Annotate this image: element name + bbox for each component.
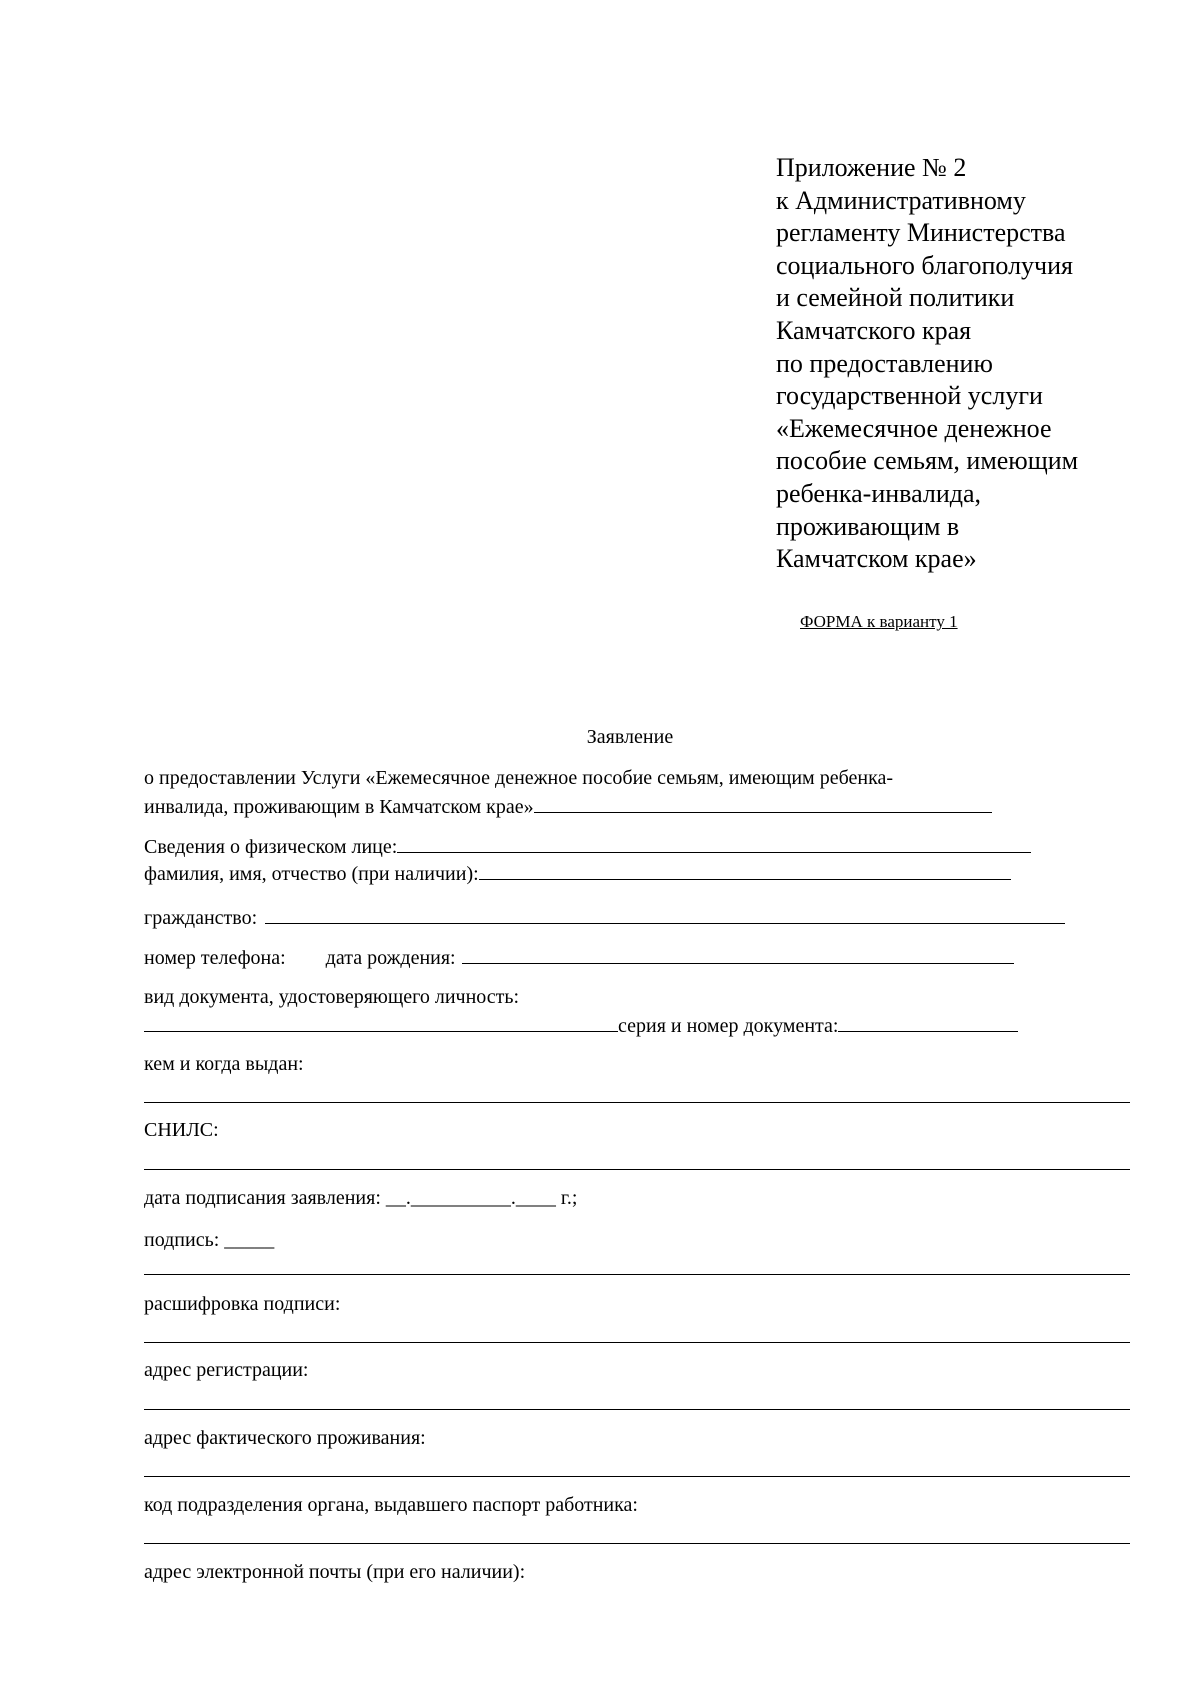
intro-blank-line[interactable] bbox=[534, 793, 992, 813]
appendix-line: к Административному bbox=[776, 185, 1026, 215]
birth-date-label: дата рождения: bbox=[325, 947, 456, 969]
appendix-line: регламенту Министерства bbox=[776, 218, 1066, 248]
signing-date-field[interactable]: __.__________.____ г.; bbox=[385, 1187, 578, 1209]
id-document-field[interactable] bbox=[144, 1012, 618, 1032]
statement-intro-line2-row bbox=[144, 793, 992, 819]
doc-series-number-label: серия и номер документа: bbox=[618, 1015, 839, 1037]
issued-by-line[interactable] bbox=[144, 1102, 1130, 1103]
signature-field[interactable]: _____ bbox=[224, 1229, 275, 1251]
full-name-row bbox=[144, 860, 1011, 886]
statement-intro-line2: инвалида, проживающим в Камчатском крае» bbox=[144, 796, 534, 818]
person-info-row bbox=[144, 833, 1031, 859]
full-name-field[interactable] bbox=[479, 860, 1011, 880]
division-code-label: код подразделения органа, выдавшего паспорт работника: bbox=[144, 1494, 638, 1516]
snils-label: СНИЛС: bbox=[144, 1119, 219, 1141]
statement-intro-line1: о предоставлении Услуги «Ежемесячное денежное пособие семьям, имеющим ребенка- bbox=[144, 767, 894, 789]
appendix-line: социального благополучия bbox=[776, 250, 1074, 280]
signing-date-row bbox=[144, 1186, 577, 1210]
citizenship-field[interactable] bbox=[265, 904, 1065, 924]
signature-line[interactable] bbox=[144, 1274, 1130, 1275]
appendix-header bbox=[776, 152, 1078, 576]
doc-series-number-field[interactable] bbox=[838, 1012, 1018, 1032]
registration-address-line[interactable] bbox=[144, 1409, 1130, 1410]
appendix-line: Камчатского края bbox=[776, 315, 972, 345]
signing-date-label: дата подписания заявления: bbox=[144, 1187, 381, 1209]
statement-title: Заявление bbox=[586, 726, 674, 748]
phone-birthdate-row bbox=[144, 944, 1014, 970]
form-variant-label: ФОРМА к варианту 1 bbox=[800, 612, 958, 631]
citizenship-label: гражданство: bbox=[144, 907, 258, 929]
appendix-line: «Ежемесячное денежное bbox=[776, 413, 1052, 443]
person-info-field[interactable] bbox=[397, 833, 1031, 853]
id-document-label: вид документа, удостоверяющего личность: bbox=[144, 986, 520, 1008]
email-label: адрес электронной почты (при его наличии): bbox=[144, 1561, 526, 1583]
appendix-line: проживающим в bbox=[776, 511, 960, 541]
appendix-line: государственной услуги bbox=[776, 381, 1043, 411]
issued-by-label: кем и когда выдан: bbox=[144, 1053, 304, 1075]
signature-decoding-line[interactable] bbox=[144, 1342, 1130, 1343]
citizenship-row bbox=[144, 904, 1065, 930]
signature-label: подпись: bbox=[144, 1229, 220, 1251]
phone-label: номер телефона: bbox=[144, 947, 286, 969]
snils-line[interactable] bbox=[144, 1169, 1130, 1170]
actual-address-label: адрес фактического проживания: bbox=[144, 1427, 426, 1449]
appendix-line: Приложение № 2 bbox=[776, 153, 967, 182]
signature-row bbox=[144, 1228, 274, 1252]
division-code-line[interactable] bbox=[144, 1543, 1130, 1544]
appendix-line: Камчатском крае» bbox=[776, 544, 977, 574]
id-document-row bbox=[144, 1012, 1018, 1038]
signature-decoding-label: расшифровка подписи: bbox=[144, 1293, 341, 1315]
appendix-line: по предоставлению bbox=[776, 348, 993, 378]
person-info-label: Сведения о физическом лице: bbox=[144, 836, 398, 858]
registration-address-label: адрес регистрации: bbox=[144, 1359, 309, 1381]
appendix-line: ребенка-инвалида, bbox=[776, 478, 982, 508]
actual-address-line[interactable] bbox=[144, 1476, 1130, 1477]
full-name-label: фамилия, имя, отчество (при наличии): bbox=[144, 863, 479, 885]
appendix-line: и семейной политики bbox=[776, 283, 1015, 313]
birth-date-field[interactable] bbox=[462, 944, 1014, 964]
appendix-line: пособие семьям, имеющим bbox=[776, 446, 1079, 476]
